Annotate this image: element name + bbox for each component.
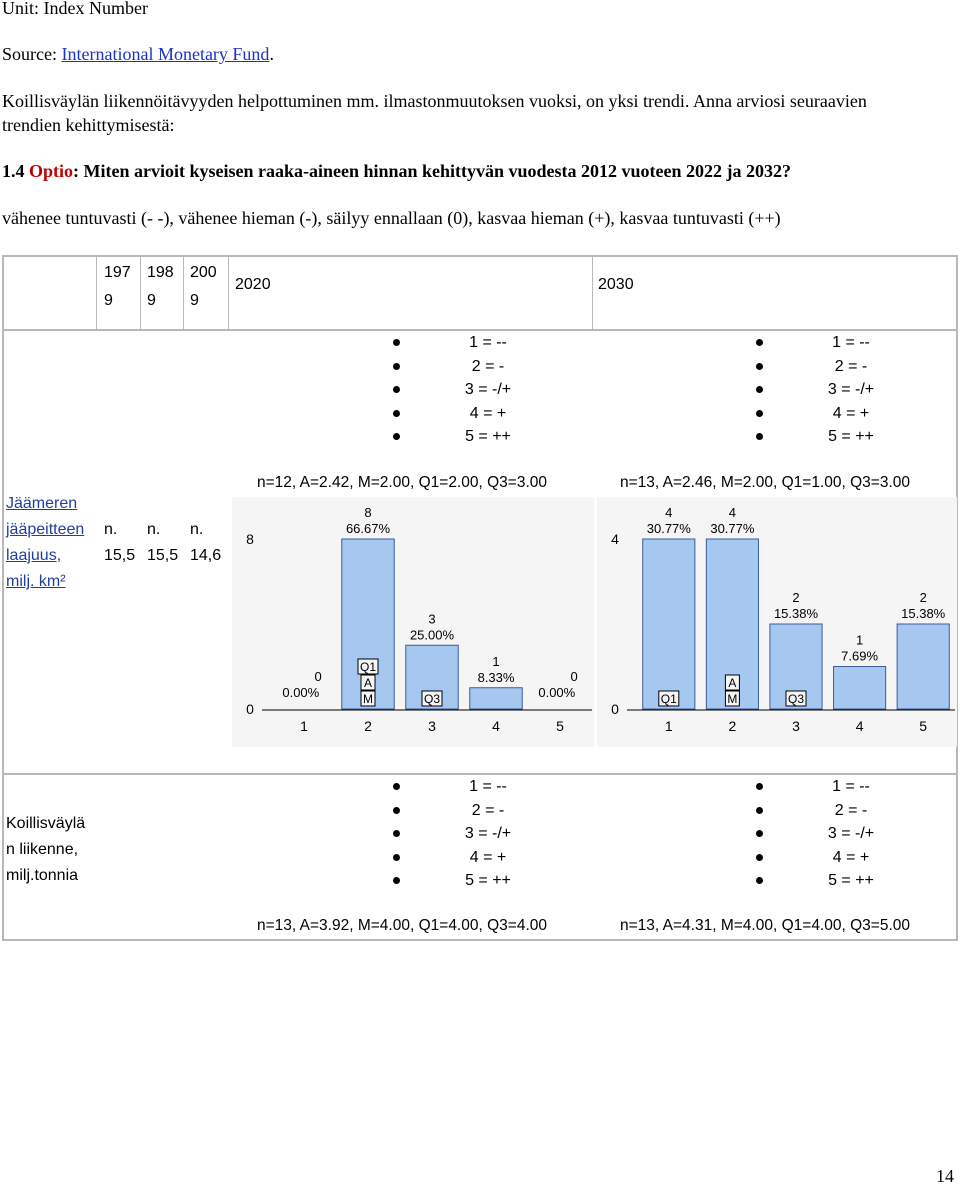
col-divider [592, 255, 593, 331]
x-tick-label: 3 [428, 718, 436, 734]
source-link[interactable]: International Monetary Fund [61, 44, 270, 64]
percent-label: 7.69% [841, 648, 879, 664]
option-item[interactable] [393, 425, 583, 449]
option-item[interactable] [393, 331, 583, 355]
value-2009 [190, 517, 221, 569]
bullet-icon [756, 339, 763, 346]
value-line: 15,5 [104, 547, 136, 564]
stats-r2-2020: n=13, A=3.92, M=4.00, Q1=4.00, Q3=4.00 [257, 917, 547, 934]
histogram-2020 [232, 497, 594, 747]
option-label: 3 = -/+ [827, 381, 875, 398]
percent-label: 30.77% [710, 521, 755, 536]
options-list-r2-2020 [393, 775, 583, 893]
col-header-line: 200 [190, 264, 217, 281]
row-label-line: laajuus, [6, 547, 62, 564]
option-label: 5 = ++ [828, 872, 874, 889]
bullet-icon [393, 410, 400, 417]
option-label: 5 = ++ [465, 428, 511, 445]
stat-marker-label: Q1 [359, 660, 377, 674]
col-divider [228, 255, 229, 331]
row-label-ice-extent[interactable] [6, 491, 84, 595]
question-number: 1.4 [2, 161, 29, 181]
col-header-2009 [190, 259, 217, 315]
option-label: 5 = ++ [828, 428, 874, 445]
value-line: n. [147, 521, 161, 538]
question-tag: Optio [29, 161, 74, 181]
option-label: 2 = - [834, 801, 868, 819]
option-label: 3 = -/+ [827, 825, 875, 842]
count-label: 4 [728, 505, 737, 520]
option-label: 3 = -/+ [464, 825, 512, 842]
table-border-left [2, 255, 4, 941]
option-item[interactable] [756, 355, 946, 379]
x-tick-label: 1 [300, 718, 308, 734]
option-item[interactable] [393, 775, 583, 799]
option-label: 2 = - [471, 801, 505, 819]
col-header-line: 9 [104, 292, 113, 309]
stat-marker-label: A [363, 676, 373, 690]
row-label-line: Koillisväylä [6, 815, 86, 832]
option-item[interactable] [393, 355, 583, 379]
option-item[interactable] [756, 378, 946, 402]
row-label-line: jääpeitteen [6, 521, 85, 538]
col-divider [140, 255, 141, 331]
y-tick-label: 0 [246, 701, 254, 717]
row-label-line: milj.tonnia [6, 867, 79, 884]
value-line: 14,6 [190, 547, 222, 564]
option-item[interactable] [756, 846, 946, 870]
col-header-line: 9 [147, 292, 156, 309]
source-prefix: Source: [2, 44, 62, 64]
page-number: 14 [936, 1166, 954, 1186]
value-line: n. [104, 521, 118, 538]
bullet-icon [756, 386, 763, 393]
bar [834, 667, 886, 710]
percent-label: 0.00% [282, 685, 320, 700]
x-tick-label: 3 [792, 718, 800, 734]
option-item[interactable] [393, 869, 583, 893]
bullet-icon [393, 830, 400, 837]
option-label: 5 = ++ [465, 872, 511, 889]
question-title [2, 159, 791, 183]
option-item[interactable] [393, 402, 583, 426]
option-item[interactable] [756, 822, 946, 846]
row-label-route-traffic [6, 811, 85, 889]
row-label-line: milj. km² [6, 573, 66, 590]
option-label: 4 = + [469, 404, 507, 422]
stat-marker-label: Q3 [423, 692, 441, 706]
histogram-2030 [597, 497, 957, 747]
scale-text: vähenee tuntuvasti (- -), vähenee hieman (-), säilyy ennallaan (0), kasvaa hieman (+), kasvaa tuntuvasti (++) [2, 208, 781, 228]
stats-r2-2030: n=13, A=4.31, M=4.00, Q1=4.00, Q3=5.00 [620, 917, 910, 934]
x-tick-label: 2 [728, 718, 737, 734]
count-label: 1 [855, 632, 864, 648]
bullet-icon [393, 854, 400, 861]
percent-label: 66.67% [345, 521, 391, 536]
x-tick-label: 4 [492, 718, 500, 734]
option-label: 1 = -- [832, 778, 870, 795]
x-tick-label: 4 [855, 718, 864, 734]
bullet-icon [756, 807, 763, 814]
stats-r1-2030: n=13, A=2.46, M=2.00, Q1=1.00, Q3=3.00 [620, 474, 910, 491]
count-label: 0 [570, 669, 578, 684]
value-1979 [104, 517, 135, 569]
row-label-line: n liikenne, [6, 841, 79, 858]
percent-label: 30.77% [646, 521, 691, 536]
option-item[interactable] [393, 822, 583, 846]
count-label: 2 [919, 590, 927, 605]
options-list-r1-2030 [756, 331, 946, 449]
col-divider [183, 255, 184, 331]
count-label: 2 [792, 590, 800, 605]
option-label: 2 = - [471, 357, 505, 375]
bullet-icon [756, 830, 763, 837]
value-1989 [147, 517, 178, 569]
col-header-1979 [104, 259, 131, 315]
stats-r1-2020: n=12, A=2.42, M=2.00, Q1=2.00, Q3=3.00 [257, 474, 547, 491]
bar [470, 688, 522, 709]
table-border-bottom [2, 939, 958, 941]
count-label: 0 [314, 669, 322, 684]
col-header-2020: 2020 [235, 276, 271, 293]
option-item[interactable] [756, 425, 946, 449]
col-header-line: 9 [190, 292, 199, 309]
option-item[interactable] [393, 846, 583, 870]
bullet-icon [393, 386, 400, 393]
bullet-icon [756, 433, 763, 440]
stat-marker-label: M [727, 692, 738, 706]
y-tick-label: 4 [611, 531, 619, 547]
col-header-1989 [147, 259, 174, 315]
option-label: 4 = + [832, 404, 870, 422]
stat-marker-label: M [363, 692, 373, 706]
bullet-icon [393, 433, 400, 440]
bar [643, 539, 695, 709]
bullet-icon [393, 783, 400, 790]
unit-text: Unit: Index Number [2, 0, 148, 18]
percent-label: 0.00% [538, 685, 576, 700]
col-header-line: 198 [147, 264, 174, 281]
option-item[interactable] [756, 799, 946, 823]
intro-text: Koillisväylän liikennöitävyyden helpottuminen mm. ilmastonmuutoksen vuoksi, on yksi trendi. Anna arviosi seuraavien trendien kehittymisestä: [2, 91, 867, 135]
x-tick-label: 2 [364, 718, 372, 734]
option-label: 1 = -- [469, 334, 507, 351]
option-item[interactable] [756, 775, 946, 799]
bar [897, 624, 949, 709]
option-item[interactable] [756, 869, 946, 893]
option-label: 1 = -- [832, 334, 870, 351]
col-divider [96, 255, 97, 331]
source-suffix: . [269, 44, 274, 64]
percent-label: 25.00% [409, 627, 455, 643]
option-label: 3 = -/+ [464, 381, 512, 398]
y-tick-label: 0 [611, 701, 619, 717]
option-item[interactable] [393, 378, 583, 402]
value-line: 15,5 [147, 547, 179, 564]
source-line [2, 42, 274, 66]
table-border-top [2, 255, 958, 257]
count-label: 4 [665, 505, 673, 520]
bullet-icon [756, 877, 763, 884]
percent-label: 15.38% [901, 606, 946, 621]
stat-marker-label: Q1 [660, 692, 677, 706]
bullet-icon [756, 410, 763, 417]
count-label: 3 [428, 611, 436, 627]
y-tick-label: 8 [246, 531, 254, 547]
col-header-line: 197 [104, 264, 131, 281]
percent-label: 8.33% [477, 669, 515, 685]
question-text: : Miten arvioit kyseisen raaka-aineen hinnan kehittyvän vuodesta 2012 vuoteen 2022 ja 2032? [73, 161, 792, 181]
option-item[interactable] [393, 799, 583, 823]
x-tick-label: 5 [919, 718, 928, 734]
bullet-icon [393, 363, 400, 370]
option-label: 2 = - [834, 357, 868, 375]
option-label: 4 = + [832, 848, 870, 866]
x-tick-label: 1 [664, 718, 673, 734]
percent-label: 15.38% [773, 606, 819, 621]
option-label: 1 = -- [469, 778, 507, 795]
options-list-r1-2020 [393, 331, 583, 449]
options-list-r2-2030 [756, 775, 946, 893]
count-label: 1 [492, 653, 500, 669]
value-line: n. [190, 521, 204, 538]
bullet-icon [393, 339, 400, 346]
bullet-icon [756, 854, 763, 861]
option-item[interactable] [756, 402, 946, 426]
col-header-2030: 2030 [598, 276, 634, 293]
count-label: 8 [364, 505, 372, 520]
row-label-line: Jäämeren [6, 495, 78, 512]
option-item[interactable] [756, 331, 946, 355]
bullet-icon [756, 363, 763, 370]
stat-marker-label: A [728, 676, 737, 690]
option-label: 4 = + [469, 848, 507, 866]
bullet-icon [393, 877, 400, 884]
bullet-icon [756, 783, 763, 790]
stat-marker-label: Q3 [787, 692, 805, 706]
bullet-icon [393, 807, 400, 814]
x-tick-label: 5 [556, 718, 564, 734]
